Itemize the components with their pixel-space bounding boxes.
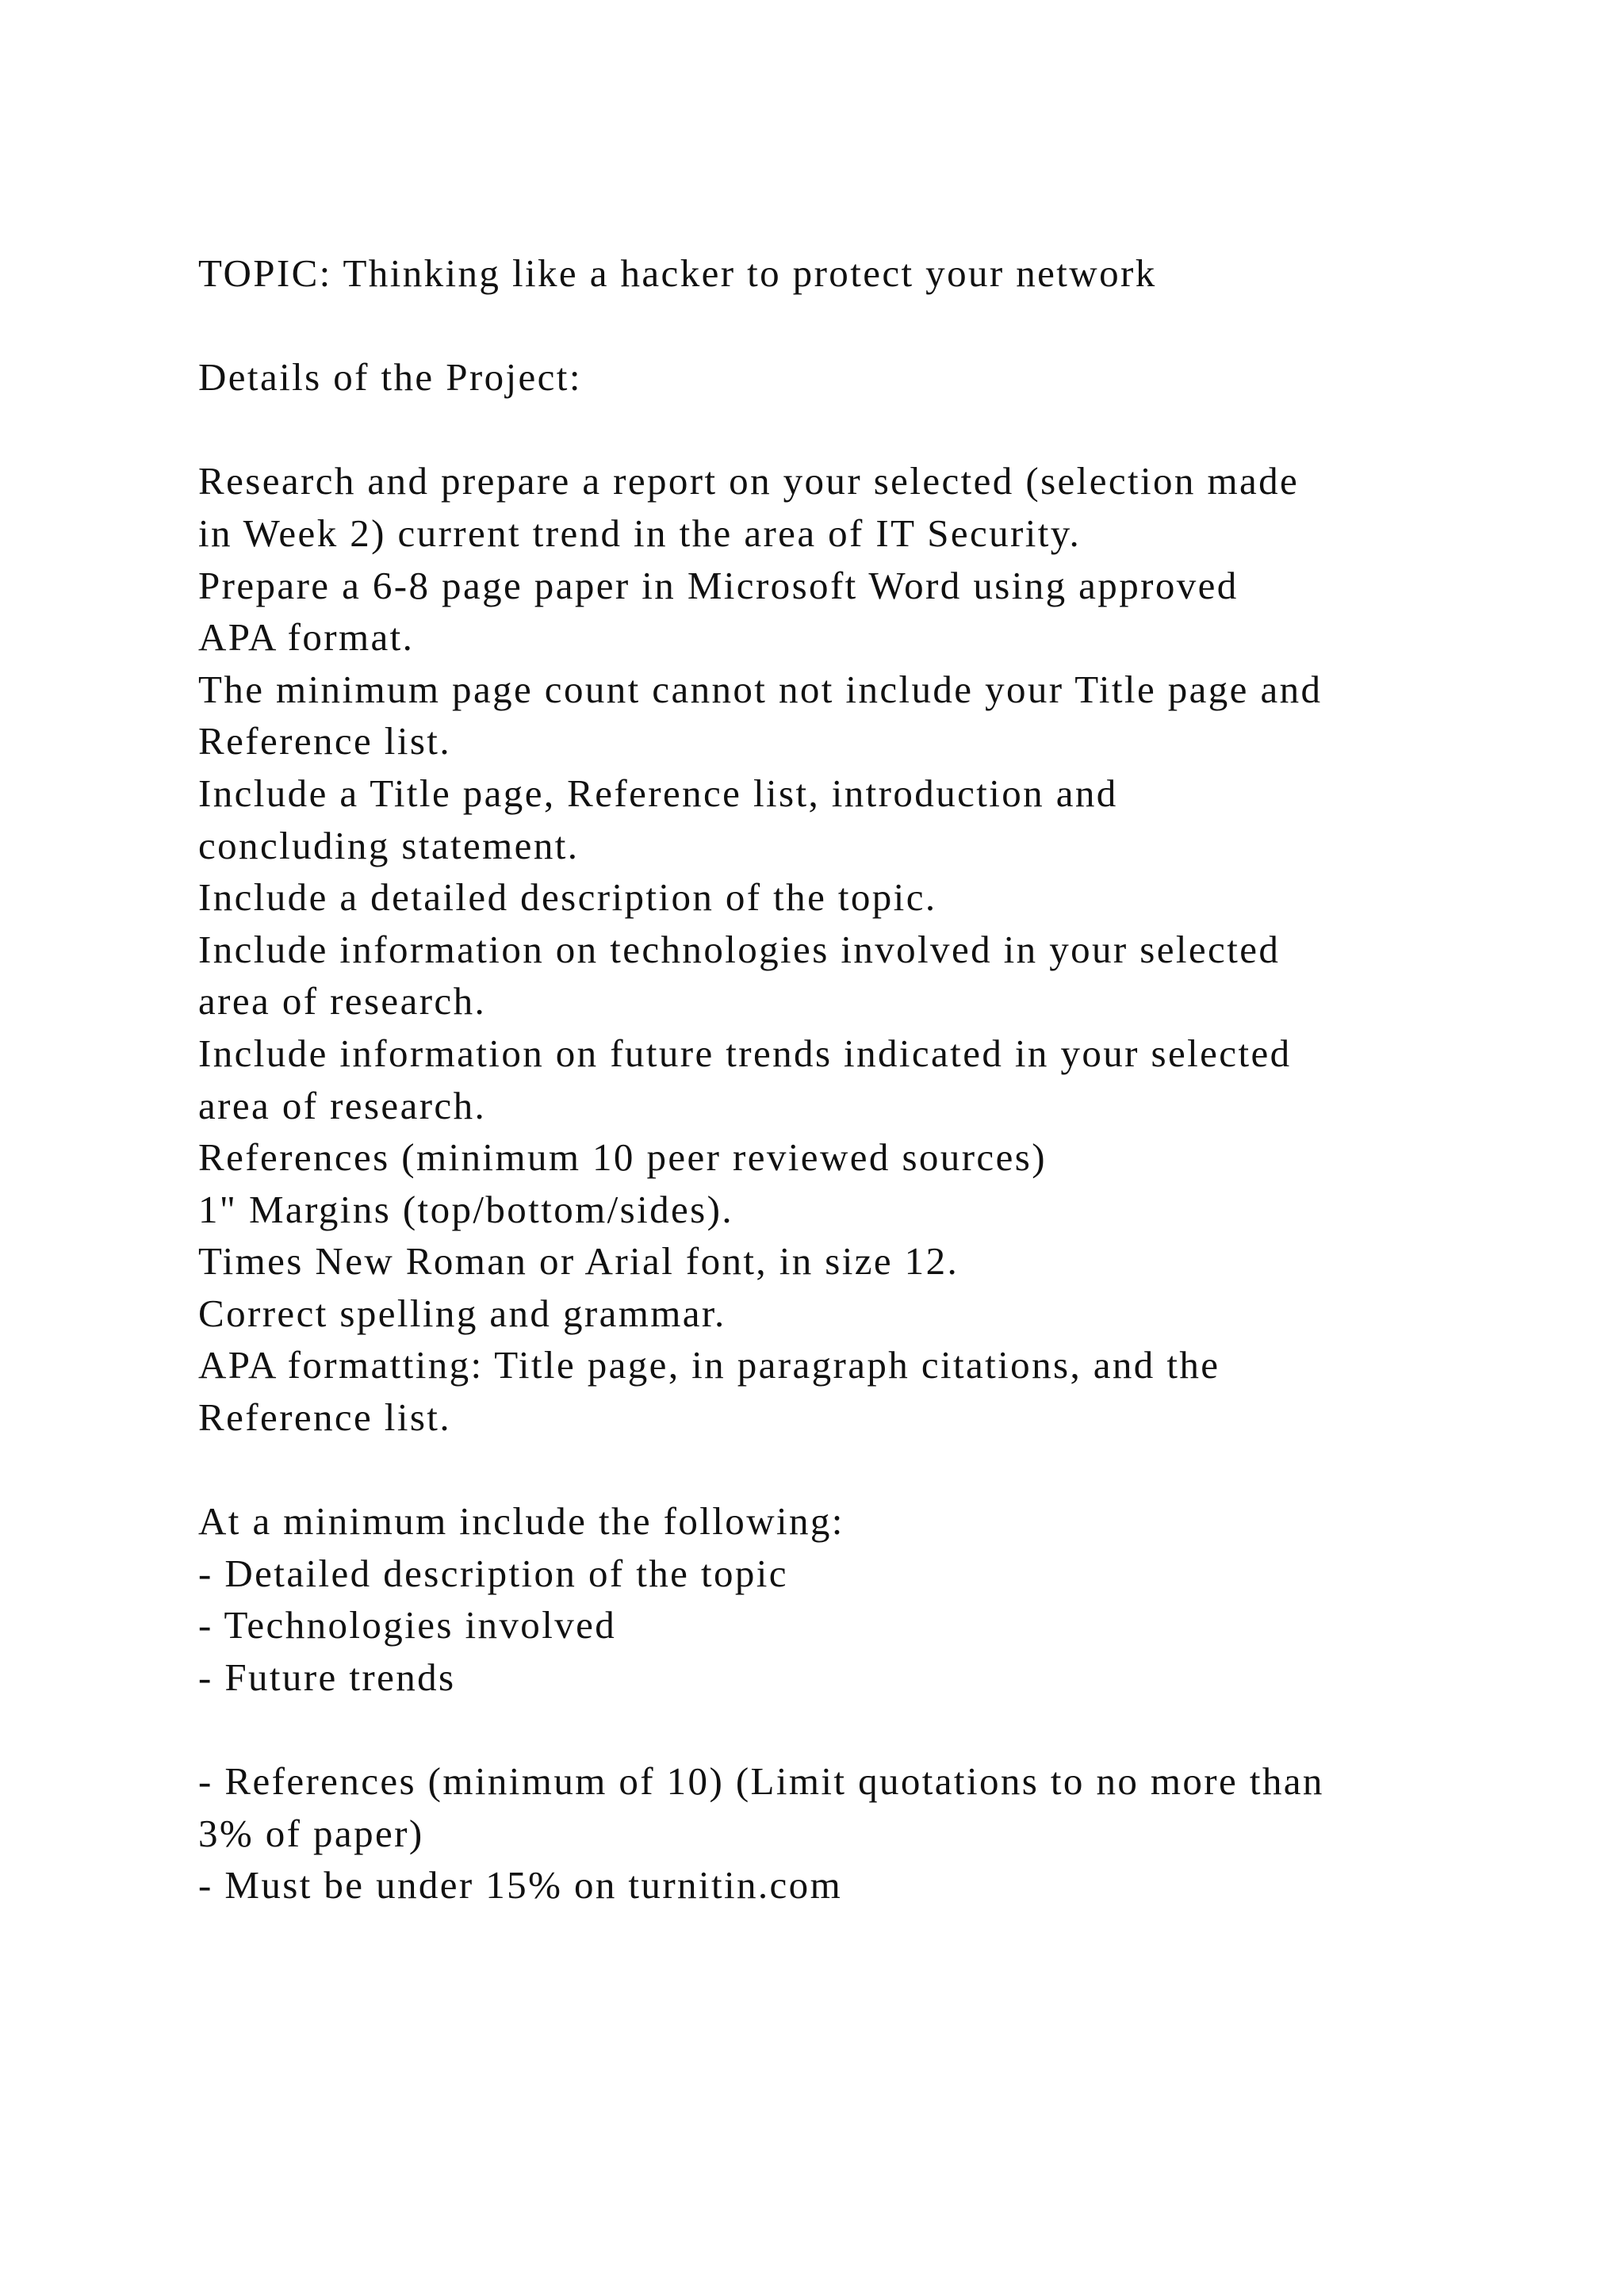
list-item: - Detailed description of the topic [198,1551,788,1595]
text-line: References (minimum 10 peer reviewed sources) [198,1135,1047,1180]
topic-heading: TOPIC: Thinking like a hacker to protect your network [198,251,1157,295]
text-line: Times New Roman or Arial font, in size 12. [198,1239,959,1284]
list-item: - Future trends [198,1655,456,1700]
blank-line [198,1704,1507,1756]
minimum-heading: At a minimum include the following: [198,1499,845,1544]
document-body [198,247,1507,1911]
text-line: Include a Title page, Reference list, introduction and [198,771,1118,815]
text-line: Include information on future trends indicated in your selected [198,1031,1292,1075]
text-line: Reference list. [198,719,451,763]
list-item: - Must be under 15% on turnitin.com [198,1863,843,1908]
text-line: APA formatting: Title page, in paragraph citations, and the [198,1343,1220,1387]
blank-line [198,300,1507,352]
text-line: area of research. [198,979,487,1024]
text-line: Correct spelling and grammar. [198,1291,726,1335]
text-line: Reference list. [198,1395,451,1440]
details-heading: Details of the Project: [198,355,582,400]
text-line: APA format. [198,615,415,660]
text-line: in Week 2) current trend in the area of IT Security. [198,511,1082,555]
text-line: concluding statement. [198,823,580,867]
list-item-continuation: 3% of paper) [198,1811,424,1855]
text-line: Include information on technologies involved in your selected [198,927,1281,971]
text-line: The minimum page count cannot not include your Title page and [198,667,1323,711]
text-line: area of research. [198,1083,487,1127]
blank-line [198,1444,1507,1496]
list-item: - References (minimum of 10) (Limit quotations to no more than [198,1759,1324,1804]
blank-line [198,404,1507,456]
text-line: Prepare a 6-8 page paper in Microsoft Word using approved [198,563,1239,607]
text-line: 1" Margins (top/bottom/sides). [198,1187,734,1231]
text-line: Research and prepare a report on your selected (selection made [198,459,1300,503]
text-line: Include a detailed description of the topic. [198,875,937,920]
list-item: - Technologies involved [198,1603,617,1647]
